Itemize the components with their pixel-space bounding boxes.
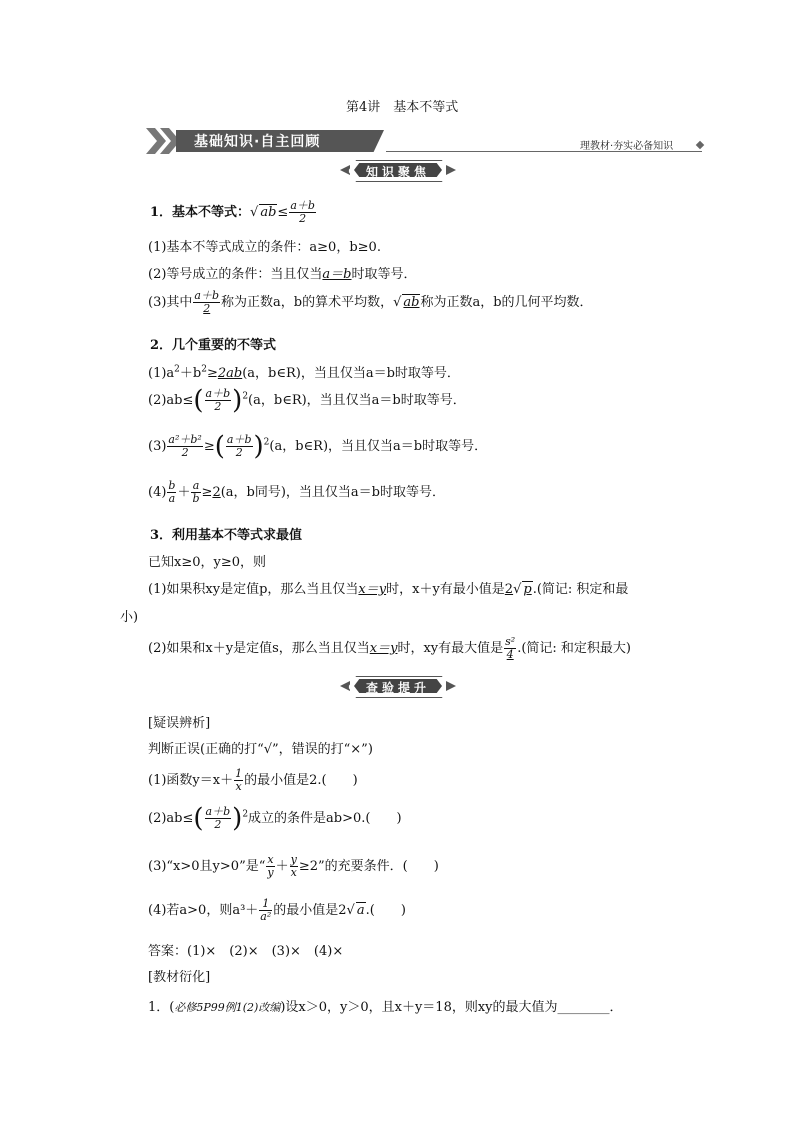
statement-1: (1)函数y＝x＋ $\frac{1}{x}$ 的最小值是2.( ) (148, 767, 358, 793)
section-banner (146, 124, 706, 156)
item2-heading: 2．几个重要的不等式 (150, 338, 277, 353)
error-analysis-heading: [疑误辨析] (148, 716, 211, 731)
inequality-3: (3) $\frac{\text{a²＋b²}}{2}$ ≥( $\frac{a+b}{2}$ )$^2$(a，b∈R)，当且仅当a＝b时取等号． (148, 431, 488, 462)
page-title: 第4讲 基本不等式 (346, 100, 459, 115)
chevron-icon (146, 128, 166, 154)
condition-line-3: (3)其中 $\frac{a+b}{2}$ 称为正数a，b的算术平均数，√ ab称为正数a，b的几何平均数． (148, 289, 593, 315)
section-tag-knowledge: 知识聚焦 (340, 160, 456, 182)
answer-line: 答案：(1)× (2)× (3)× (4)× (148, 944, 344, 959)
rule-2: (2)如果和x＋y是定值s，那么当且仅当x＝y时，xy有最大值是 $\frac{\text{s²}}{4}$ .(简记: 和定积最大) (148, 635, 631, 661)
given-line: 已知x≥0，y≥0，则 (148, 555, 267, 570)
item3-heading: 3．利用基本不等式求最值 (150, 528, 303, 543)
statement-4: (4)若a>0，则a³＋ $\frac{1}{\text{a²}}$ 的最小值是2√ a.( ) (148, 897, 406, 923)
exercise-1: 1．(必修5P99例1(2)改编)设x＞0，y＞0，且x＋y＝18，则xy的最大值为________． (148, 1000, 623, 1015)
condition-line-2: (2)等号成立的条件：当且仅当a＝b时取等号． (148, 267, 417, 282)
rule-1-continued: 小) (120, 610, 139, 625)
statement-3: (3)“x>0且y>0”是“ $\frac{x}{y}$ ＋ $\frac{y}{x}$ ≥2”的充要条件．( ) (148, 853, 439, 879)
diamond-icon (696, 141, 704, 149)
rule-1: (1)如果积xy是定值p，那么当且仅当x＝y时，x＋y有最小值是2√ p.(简记: 积定和最 (148, 582, 629, 597)
inequality-2: (2)ab≤( $\frac{a+b}{2}$ )$^2$(a，b∈R)，当且仅当a＝b时取等号． (148, 385, 466, 416)
inequality-1: $(1)a^2+b^2\ge 2ab(a$，b∈R)，当且仅当a＝b时取等号． (148, 364, 460, 381)
banner-title: 基础知识·自主回顾 (194, 134, 321, 150)
inequality-4: (4) $\frac{b}{a}$ ＋ $\frac{a}{b}$ ≥2(a，b同号)，当且仅当a＝b时取等号． (148, 479, 446, 505)
textbook-heading: [教材衍化] (148, 970, 211, 985)
statement-2: (2)ab≤( $\frac{a+b}{2}$ )$^2$成立的条件是ab>0.( ) (148, 803, 402, 834)
section-tag-check: 查验提升 (340, 676, 456, 698)
condition-line-1: (1)基本不等式成立的条件：a≥0，b≥0. (148, 240, 381, 255)
banner-subtitle: 理教材·夯实必备知识 (580, 141, 674, 152)
item1-line: 1．基本不等式：√ ab≤ $\frac{a+b}{2}$ (150, 199, 315, 225)
instruction: 判断正误(正确的打“√”，错误的打“×”) (148, 742, 373, 757)
